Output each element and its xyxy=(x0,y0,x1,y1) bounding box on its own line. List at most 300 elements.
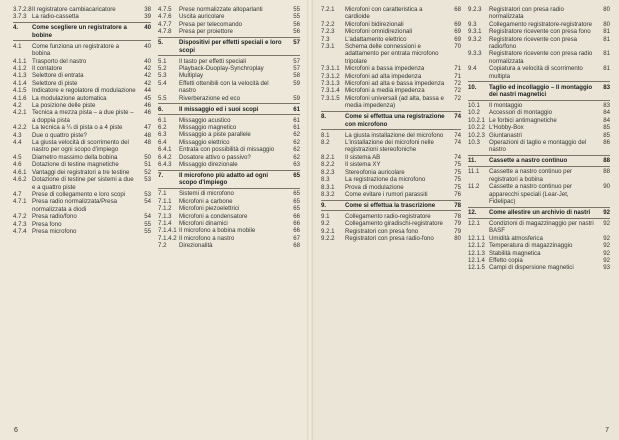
toc-entry-title: Il microfono a bobina mobile xyxy=(179,227,256,235)
toc-entry-number: 9.2 xyxy=(321,220,330,228)
toc-entry-page: 85 xyxy=(603,124,610,132)
toc-entry-title: Tecnica a mezza pista – a due piste – a doppia pista xyxy=(32,109,134,124)
toc-entry-title: Il missaggio ed i suoi scopi xyxy=(179,105,259,113)
toc-entry xyxy=(468,124,610,131)
toc-entry xyxy=(468,6,610,21)
toc-entry xyxy=(158,80,300,95)
toc-entry-page: 55 xyxy=(144,227,151,235)
toc-entry xyxy=(13,87,151,94)
toc-column-2 xyxy=(158,6,300,250)
toc-section-heading xyxy=(321,202,461,209)
toc-entry-page: 42 xyxy=(144,79,151,87)
toc-entry-title: L'Hobby-Box xyxy=(489,124,524,132)
toc-entry-page: 62 xyxy=(293,138,300,146)
toc-entry-page: 75 xyxy=(454,176,461,184)
toc-entry xyxy=(321,184,461,191)
toc-entry-number: 8.2.3 xyxy=(321,168,335,176)
toc-entry-page: 48 xyxy=(144,139,151,147)
toc-entry xyxy=(468,65,610,80)
toc-entry-title: Trasporto del nastro xyxy=(32,57,87,65)
toc-entry xyxy=(13,124,151,131)
toc-entry-number: 12.1.1 xyxy=(468,234,485,242)
toc-entry-title: Collegamento radio-registratore xyxy=(345,212,431,220)
toc-entry-title: Presa fono xyxy=(32,220,62,228)
toc-entry-title: Microfoni a bassa impedenza xyxy=(345,65,425,73)
toc-entry-number: 6.3 xyxy=(158,131,167,139)
toc-entry xyxy=(158,161,300,168)
toc-entry-page: 76 xyxy=(454,190,461,198)
toc-entry-title: Presa radio normalizzata/Presa normalizzata a diodi xyxy=(32,198,118,213)
toc-entry-page: 69 xyxy=(454,20,461,28)
toc-entry-number: 8.2.2 xyxy=(321,161,335,169)
toc-entry xyxy=(158,235,300,242)
toc-entry-page: 81 xyxy=(603,50,610,58)
toc-column-1 xyxy=(13,6,151,235)
toc-entry-title: La radio-cassetta xyxy=(32,13,79,21)
toc-entry xyxy=(321,228,461,235)
toc-entry-number: 12.1.4 xyxy=(468,257,485,265)
toc-entry-title: Come si effettua una registrazione con microfono xyxy=(345,113,445,128)
toc-entry-number: 4.6.1 xyxy=(13,168,27,176)
toc-entry-number: 7.2.1 xyxy=(321,6,335,13)
toc-entry-page: 93 xyxy=(603,264,610,272)
toc-entry xyxy=(13,72,151,79)
toc-entry xyxy=(13,139,151,154)
toc-entry-number: 4.7.2 xyxy=(13,213,27,221)
toc-entry-page: 75 xyxy=(454,168,461,176)
toc-entry-page: 75 xyxy=(454,183,461,191)
toc-entry-number: 7. xyxy=(158,172,164,180)
toc-entry-page: 61 xyxy=(293,124,300,131)
toc-entry-page: 92 xyxy=(603,242,610,250)
toc-entry xyxy=(13,191,151,198)
toc-entry xyxy=(321,191,461,198)
toc-entry xyxy=(468,264,610,271)
toc-entry-number: 4.6 xyxy=(13,161,22,169)
toc-entry-number: 4.5 xyxy=(13,153,22,161)
toc-entry xyxy=(158,198,300,205)
toc-entry-title: Accessori di montaggio xyxy=(489,109,552,117)
toc-entry-number: 8.2 xyxy=(321,139,330,147)
toc-entry-number: 11.2 xyxy=(468,183,480,191)
toc-entry-page: 70 xyxy=(454,43,461,51)
toc-entry xyxy=(158,205,300,212)
toc-entry-title: Presa per proiettore xyxy=(179,28,233,36)
toc-entry xyxy=(13,65,151,72)
toc-entry-title: Registratori con presa radio normalizzata xyxy=(489,6,564,21)
toc-entry xyxy=(468,168,610,183)
toc-entry-number: 4.3 xyxy=(13,131,22,139)
toc-section-heading xyxy=(13,24,151,39)
toc-entry-number: 5.5 xyxy=(158,94,167,102)
toc-entry-number: 8.1 xyxy=(321,131,330,139)
toc-entry xyxy=(468,36,610,51)
toc-entry-page: 65 xyxy=(293,197,300,205)
toc-entry xyxy=(321,43,461,65)
toc-entry-title: La registrazione da microfono xyxy=(345,176,426,184)
toc-entry-number: 7.1.4.2 xyxy=(158,234,177,242)
toc-entry xyxy=(158,117,300,124)
toc-entry-number: 10.1 xyxy=(468,102,480,110)
toc-entry xyxy=(321,139,461,154)
toc-entry-title: Registratori con presa fono xyxy=(345,227,419,235)
toc-entry xyxy=(321,169,461,176)
toc-entry-page: 80 xyxy=(603,6,610,13)
toc-entry-number: 4.2.1 xyxy=(13,109,27,117)
toc-entry-number: 7.2.3 xyxy=(321,28,335,36)
toc-entry-title: Il sistema AB xyxy=(345,153,381,161)
toc-entry-title: Microfoni dinamici xyxy=(179,220,228,228)
toc-entry-title: Microfoni ad alta e bassa impedenza xyxy=(345,80,445,88)
toc-entry xyxy=(13,102,151,109)
toc-entry xyxy=(13,80,151,87)
toc-entry-page: 92 xyxy=(603,209,610,217)
toc-entry-title: Microfoni omnidirezionali xyxy=(345,28,413,36)
toc-entry-title: Temperatura di magazzinaggio xyxy=(489,242,573,250)
toc-entry-number: 4.2.2 xyxy=(13,124,27,132)
toc-entry-page: 63 xyxy=(293,161,300,169)
toc-entry-number: 4.7.8 xyxy=(158,28,172,36)
toc-entry-title: Presa microfono xyxy=(32,227,77,235)
section-divider xyxy=(158,103,300,104)
toc-entry-page: 66 xyxy=(293,220,300,228)
section-divider xyxy=(158,188,300,189)
toc-entry xyxy=(468,235,610,242)
toc-entry-number: 4.2 xyxy=(13,102,22,110)
toc-entry-number: 6.4 xyxy=(158,138,167,146)
toc-entry-page: 57 xyxy=(293,65,300,72)
toc-entry-title: Prese normalizzate altoparlanti xyxy=(179,6,263,13)
toc-entry xyxy=(468,242,610,249)
toc-entry-page: 84 xyxy=(603,116,610,124)
toc-entry-number: 4.1.6 xyxy=(13,94,27,102)
toc-entry-number: 9.2.3 xyxy=(468,6,482,13)
toc-entry xyxy=(158,65,300,72)
toc-entry-title: Come si effettua la trascrizione xyxy=(345,201,436,209)
toc-entry-number: 8.2.1 xyxy=(321,153,335,161)
toc-entry-page: 83 xyxy=(603,83,610,91)
toc-entry xyxy=(158,227,300,234)
toc-entry-page: 55 xyxy=(293,6,300,13)
section-divider xyxy=(321,129,461,130)
section-divider xyxy=(468,155,610,156)
toc-entry-title: L'adattamento elettrico xyxy=(345,35,407,43)
right-page xyxy=(310,0,619,440)
toc-entry-number: 9.2.2 xyxy=(321,235,335,243)
toc-entry-title: Registratori con presa radio-fono xyxy=(345,235,434,243)
toc-entry-page: 65 xyxy=(293,172,300,180)
toc-entry-title: Come evitare i rumori parassiti xyxy=(345,190,428,198)
toc-entry-number: 9.3.3 xyxy=(468,50,482,58)
toc-entry-title: Stereofonia auricolare xyxy=(345,168,405,176)
toc-entry xyxy=(468,21,610,28)
toc-entry-page: 65 xyxy=(293,190,300,198)
toc-entry-number: 7.1.4.1 xyxy=(158,227,177,235)
toc-entry-number: 6.4.3 xyxy=(158,161,172,169)
toc-entry-page: 86 xyxy=(603,139,610,147)
toc-entry-title: Cassette a nastro continuo per apparecchi speciali (Lear-Jet, Fidelipac) xyxy=(489,183,572,206)
toc-entry-title: Il registratore cambiacaricatore xyxy=(32,6,116,13)
toc-entry-title: Selettore di entrata xyxy=(32,72,84,80)
toc-entry xyxy=(13,176,151,191)
toc-entry xyxy=(321,213,461,220)
toc-entry-title: La tecnica a ¼ di pista o a 4 piste xyxy=(32,124,123,132)
toc-entry-number: 8.3 xyxy=(321,176,330,184)
section-divider xyxy=(468,100,610,101)
toc-entry-title: Entrata con possibilità di missaggio xyxy=(179,146,275,154)
toc-entry xyxy=(158,131,300,138)
toc-entry-title: Prese di collegamento e loro scopi xyxy=(32,190,126,198)
toc-entry-title: Multiplay xyxy=(179,72,204,80)
toc-entry-number: 4.6.2 xyxy=(13,176,27,184)
toc-entry-number: 10.2.3 xyxy=(468,131,485,139)
toc-entry-page: 42 xyxy=(144,65,151,72)
toc-entry-number: 4.7.3 xyxy=(13,220,27,228)
toc-entry-number: 8. xyxy=(321,113,327,121)
toc-section-heading xyxy=(158,172,300,187)
toc-column-3 xyxy=(321,6,461,243)
section-divider xyxy=(321,200,461,201)
section-divider xyxy=(158,55,300,56)
toc-entry-title: Due o quattro piste? xyxy=(32,131,87,139)
toc-entry xyxy=(13,109,151,124)
toc-entry xyxy=(13,95,151,102)
toc-entry xyxy=(13,228,151,235)
toc-entry-title: Effetto copia xyxy=(489,257,523,265)
toc-entry-number: 4.7.1 xyxy=(13,198,27,206)
toc-entry xyxy=(158,72,300,79)
toc-entry-title: Direzionalità xyxy=(179,242,213,250)
toc-entry-title: Campi di dispersione magnetici xyxy=(489,264,574,272)
toc-entry-page: 58 xyxy=(293,72,300,80)
toc-entry-page: 38 xyxy=(144,6,151,13)
toc-entry-number: 12.1.5 xyxy=(468,264,485,272)
section-divider xyxy=(468,81,610,82)
toc-entry-number: 11.1 xyxy=(468,168,480,176)
toc-entry-page: 59 xyxy=(293,79,300,87)
toc-section-heading xyxy=(468,209,610,216)
section-divider xyxy=(468,207,610,208)
toc-entry-number: 4.7.7 xyxy=(158,20,172,28)
toc-entry xyxy=(321,80,461,87)
toc-entry-title: Microfoni ad alta impedenza xyxy=(345,72,422,80)
toc-entry-title: Sistemi di microfono xyxy=(179,190,234,198)
toc-entry-page: 79 xyxy=(454,220,461,228)
toc-column-4 xyxy=(468,6,610,272)
toc-entry-title: Dotazione di testine per sistemi a due e a quattro piste xyxy=(32,176,134,191)
toc-entry-page: 71 xyxy=(454,65,461,73)
toc-entry xyxy=(321,220,461,227)
toc-entry-number: 10.2 xyxy=(468,109,480,117)
toc-entry-title: Umidità atmosferica xyxy=(489,234,543,242)
toc-entry-page: 78 xyxy=(454,201,461,209)
toc-entry-page: 62 xyxy=(293,131,300,139)
toc-entry-number: 7.3.1 xyxy=(321,43,335,51)
toc-entry-page: 66 xyxy=(293,227,300,235)
toc-entry xyxy=(468,132,610,139)
toc-entry xyxy=(158,242,300,249)
toc-entry-title: Missaggio direzionale xyxy=(179,161,238,169)
toc-entry xyxy=(13,43,151,58)
toc-entry-title: La giusta velocità di scorrimento del nastro per ogni scopo d'impiego xyxy=(32,139,129,154)
toc-entry-page: 72 xyxy=(454,87,461,95)
toc-entry-page: 47 xyxy=(144,124,151,132)
toc-entry-page: 92 xyxy=(603,220,610,228)
toc-entry xyxy=(13,154,151,161)
toc-entry-page: 67 xyxy=(293,234,300,242)
toc-section-heading xyxy=(321,113,461,128)
toc-entry-page: 90 xyxy=(603,183,610,191)
toc-entry-title: Cassette a nastro continuo xyxy=(489,157,568,165)
toc-entry-number: 6.4.2 xyxy=(158,153,172,161)
toc-entry-number: 7.3 xyxy=(321,35,330,43)
toc-entry-title: La posizione delle piste xyxy=(32,102,96,110)
section-divider xyxy=(158,170,300,171)
toc-entry-title: Il contatore xyxy=(32,65,63,72)
toc-entry xyxy=(13,213,151,220)
toc-entry-page: 88 xyxy=(603,168,610,176)
toc-entry xyxy=(158,190,300,197)
toc-entry xyxy=(468,109,610,116)
section-divider xyxy=(321,210,461,211)
toc-entry-number: 7.3.1.4 xyxy=(321,87,340,95)
toc-entry-title: Stabilità magnetica xyxy=(489,249,541,257)
toc-entry-page: 44 xyxy=(144,87,151,95)
toc-entry-number: 9.1 xyxy=(321,212,330,220)
toc-entry-page: 83 xyxy=(603,102,610,110)
toc-entry-page: 48 xyxy=(144,131,151,139)
toc-entry-number: 10.2.2 xyxy=(468,124,485,132)
section-divider xyxy=(468,218,610,219)
toc-entry xyxy=(158,213,300,220)
toc-entry-page: 74 xyxy=(454,113,461,121)
book-gutter xyxy=(307,0,313,440)
toc-entry xyxy=(321,36,461,43)
toc-entry-page: 71 xyxy=(454,72,461,80)
toc-entry xyxy=(321,154,461,161)
toc-entry-page: 85 xyxy=(603,131,610,139)
toc-entry-title: Microfoni bidirezionali xyxy=(345,20,404,28)
toc-entry-page: 39 xyxy=(144,13,151,21)
toc-entry-title: Condizioni di magazzinaggio per nastri BASF xyxy=(489,220,594,235)
toc-entry-page: 54 xyxy=(144,198,151,206)
toc-entry-page: 61 xyxy=(293,116,300,124)
toc-entry-title: Copiatura a velocità di scorrimento multipla xyxy=(489,65,583,80)
toc-entry xyxy=(468,257,610,264)
toc-section-heading xyxy=(158,106,300,113)
toc-entry-title: Vantaggi dei registratori a tre testine xyxy=(32,168,130,176)
toc-entry-number: 4.1.3 xyxy=(13,72,27,80)
toc-section-heading xyxy=(468,84,610,99)
toc-entry-number: 4.7 xyxy=(13,190,22,198)
toc-entry-page: 51 xyxy=(144,161,151,169)
toc-entry-page: 69 xyxy=(454,28,461,36)
toc-entry-number: 6. xyxy=(158,105,164,113)
toc-entry-title: Come allestire un archivio di nastri xyxy=(489,209,591,217)
toc-entry-number: 12.1.2 xyxy=(468,242,485,250)
toc-entry xyxy=(13,6,151,13)
toc-entry-number: 9.4 xyxy=(468,65,477,73)
toc-entry xyxy=(321,235,461,242)
toc-entry xyxy=(158,220,300,227)
toc-entry-title: Il microfono più adatto ad ogni scopo d'impiego xyxy=(179,172,269,187)
toc-entry-number: 4.7.4 xyxy=(13,227,27,235)
toc-entry-page: 53 xyxy=(144,176,151,184)
toc-entry-page: 81 xyxy=(603,28,610,36)
toc-entry-number: 5.1 xyxy=(158,57,167,65)
toc-entry xyxy=(158,6,300,13)
toc-entry-title: Effetti ottenibili con la velocità del nastro xyxy=(179,79,269,95)
toc-entry-title: Microfoni a condensatore xyxy=(179,212,248,220)
toc-entry-page: 40 xyxy=(144,57,151,65)
toc-entry-title: Schema delle connessioni e adattamento per entrata microfono tripolare xyxy=(345,43,439,65)
toc-entry xyxy=(158,95,300,102)
toc-entry-page: 53 xyxy=(144,190,151,198)
toc-entry-title: Missaggio a piste parallele xyxy=(179,131,251,139)
toc-entry-number: 6.1 xyxy=(158,116,167,124)
toc-entry xyxy=(13,221,151,228)
toc-entry-title: Il microfono a nastro xyxy=(179,234,235,242)
toc-entry-page: 84 xyxy=(603,109,610,117)
toc-entry-number: 3.7.3 xyxy=(13,13,27,21)
toc-entry-number: 6.4.1 xyxy=(158,146,172,154)
toc-entry-number: 12.1 xyxy=(468,220,480,228)
toc-entry-number: 3.7.2.8 xyxy=(13,6,32,13)
toc-entry-title: Operazioni di taglio e montaggio del nastro xyxy=(489,139,587,154)
toc-entry-number: 7.1 xyxy=(158,190,167,198)
toc-entry-number: 5.4 xyxy=(158,79,167,87)
toc-entry-page: 55 xyxy=(144,220,151,228)
toc-entry-page: 66 xyxy=(293,212,300,220)
toc-entry-page: 80 xyxy=(603,20,610,28)
toc-entry xyxy=(321,73,461,80)
toc-entry-title: Registratore ricevente con presa radio normalizzata xyxy=(489,50,593,65)
toc-entry-title: Collegamento giradischi-registratore xyxy=(345,220,443,228)
toc-entry-number: 4. xyxy=(13,24,19,32)
toc-entry-number: 9. xyxy=(321,201,327,209)
toc-entry-title: Microfoni a media impedenza xyxy=(345,87,425,95)
toc-entry xyxy=(468,220,610,235)
toc-entry-page: 55 xyxy=(293,13,300,21)
toc-entry-title: Cassette a nastro continuo per registratori a bobina xyxy=(489,168,572,183)
toc-entry-page: 40 xyxy=(144,42,151,50)
toc-entry-page: 50 xyxy=(144,153,151,161)
page-number: 7 xyxy=(605,427,609,434)
toc-entry-page: 52 xyxy=(144,168,151,176)
toc-entry-number: 4.1.2 xyxy=(13,65,27,72)
toc-entry xyxy=(468,183,610,205)
toc-entry-title: Diametro massimo della bobina xyxy=(32,153,118,161)
toc-entry-title: Il montaggio xyxy=(489,102,523,110)
toc-entry xyxy=(321,132,461,139)
toc-entry-number: 9.3 xyxy=(468,20,477,28)
toc-entry-number: 7.1.2 xyxy=(158,205,172,213)
toc-entry-title: La giusta installazione del microfono xyxy=(345,131,444,139)
section-divider xyxy=(158,114,300,115)
toc-entry-title: Presa per telecomando xyxy=(179,20,243,28)
toc-entry-title: Prova di modulazione xyxy=(345,183,404,191)
toc-entry-page: 79 xyxy=(454,227,461,235)
toc-entry-page: 72 xyxy=(454,94,461,102)
toc-entry-title: Dotazione di testine magnetiche xyxy=(32,161,119,169)
toc-entry-title: Microfoni con caratteristica a cardioide xyxy=(345,6,423,21)
toc-entry-title: Come funziona un registratore a bobina xyxy=(32,42,120,58)
toc-entry xyxy=(158,21,300,28)
toc-entry-page: 57 xyxy=(293,39,300,47)
toc-entry-page: 88 xyxy=(603,157,610,165)
toc-entry-number: 7.3.1.3 xyxy=(321,80,340,88)
toc-entry xyxy=(158,28,300,35)
